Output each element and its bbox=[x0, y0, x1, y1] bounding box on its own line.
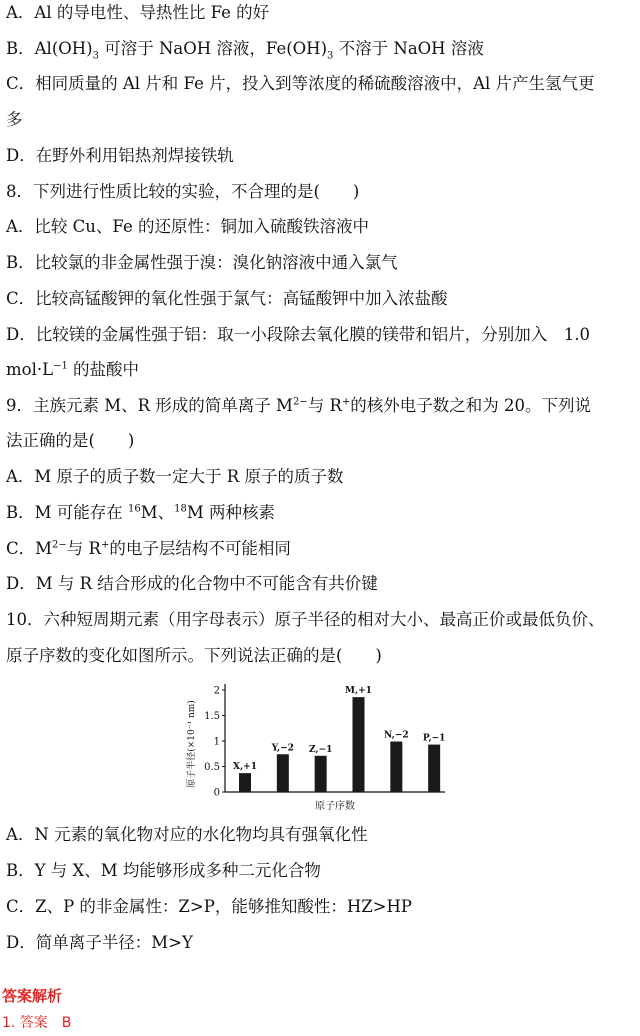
bar-label: M,+1 bbox=[345, 686, 372, 697]
question-9-cont: 法正确的是( ) bbox=[6, 431, 135, 450]
bar-label: X,+1 bbox=[233, 762, 257, 773]
chart-xlabel: 原子序数 bbox=[315, 801, 355, 812]
bar-label: Z,−1 bbox=[308, 744, 333, 755]
option-8c: C．比较高锰酸钾的氧化性强于氯气：高锰酸钾中加入浓盐酸 bbox=[6, 289, 448, 308]
option-7c-cont: 多 bbox=[6, 110, 23, 129]
question-8: 8．下列进行性质比较的实验，不合理的是( ) bbox=[6, 182, 360, 201]
option-7c: C．相同质量的 Al 片和 Fe 片，投入到等浓度的稀硫酸溶液中，Al 片产生氢气更 bbox=[6, 74, 595, 93]
bar bbox=[277, 754, 289, 792]
bar bbox=[390, 742, 402, 792]
answer-line: 1. 答案 B bbox=[2, 1015, 72, 1031]
answer-heading: 答案解析 bbox=[2, 987, 63, 1005]
option-9d: D．M 与 R 结合形成的化合物中不可能含有共价键 bbox=[6, 574, 378, 593]
bar-label: Y,−2 bbox=[271, 743, 294, 754]
question-10-cont: 原子序数的变化如图所示。下列说法正确的是( ) bbox=[6, 646, 382, 665]
y-tick-label: 1 bbox=[213, 736, 220, 748]
option-8b: B．比较氯的非金属性强于溴：溴化钠溶液中通入氯气 bbox=[6, 253, 398, 272]
bar-label: P,−1 bbox=[422, 733, 446, 744]
chart-ylabel: 原子半径(×10⁻¹ nm) bbox=[187, 700, 197, 788]
bar-label: N,−2 bbox=[384, 730, 409, 741]
y-tick-label: 2 bbox=[213, 685, 220, 697]
option-8a: A．比较 Cu、Fe 的还原性：铜加入硫酸铁溶液中 bbox=[6, 217, 369, 236]
question-10: 10．六种短周期元素（用字母表示）原子半径的相对大小、最高正价或最低负价、 bbox=[6, 610, 605, 629]
option-9b: B．M 可能存在 $^{16}$M、$^{18}$M 两种核素 bbox=[6, 503, 276, 522]
bar bbox=[239, 773, 251, 792]
y-tick-label: 0 bbox=[213, 787, 220, 799]
y-tick-label: 1.5 bbox=[204, 711, 220, 722]
option-10d: D．简单离子半径：M>Y bbox=[6, 933, 193, 952]
question-9: 9．主族元素 M、R 形成的简单离子 $M^{2-}$与 R+的核外电子数之和为 20。下列说 bbox=[6, 396, 592, 415]
bar bbox=[315, 756, 327, 792]
option-8d-cont: $mol\cdot L^{-1}$ 的盐酸中 bbox=[6, 360, 140, 379]
option-8d: D．比较镁的金属性强于铝：取一小段除去氧化膜的镁带和铝片，分别加入 1.0 bbox=[6, 325, 590, 344]
option-7b: B．$Al(OH)_3$ 可溶于 NaOH 溶液，$Fe(OH)_3$ 不溶于 NaOH 溶液 bbox=[6, 39, 484, 62]
bar bbox=[428, 745, 440, 792]
option-7a: A．Al 的导电性、导热性比 Fe 的好 bbox=[6, 3, 270, 22]
option-10a: A．N 元素的氧化物对应的水化物均具有强氧化性 bbox=[6, 825, 368, 844]
atomic-radius-chart bbox=[180, 680, 450, 816]
option-9c: C．$M^{2-}$与 R+的电子层结构不可能相同 bbox=[6, 539, 291, 558]
option-10c: C．Z、P 的非金属性：Z>P，能够推知酸性：HZ>HP bbox=[6, 897, 412, 916]
option-9a: A．M 原子的质子数一定大于 R 原子的质子数 bbox=[6, 467, 344, 486]
option-7d: D．在野外利用铝热剂焊接铁轨 bbox=[6, 146, 234, 165]
y-tick-label: 0.5 bbox=[204, 762, 220, 773]
option-10b: B．Y 与 X、M 均能够形成多种二元化合物 bbox=[6, 861, 321, 880]
bar bbox=[353, 697, 365, 792]
